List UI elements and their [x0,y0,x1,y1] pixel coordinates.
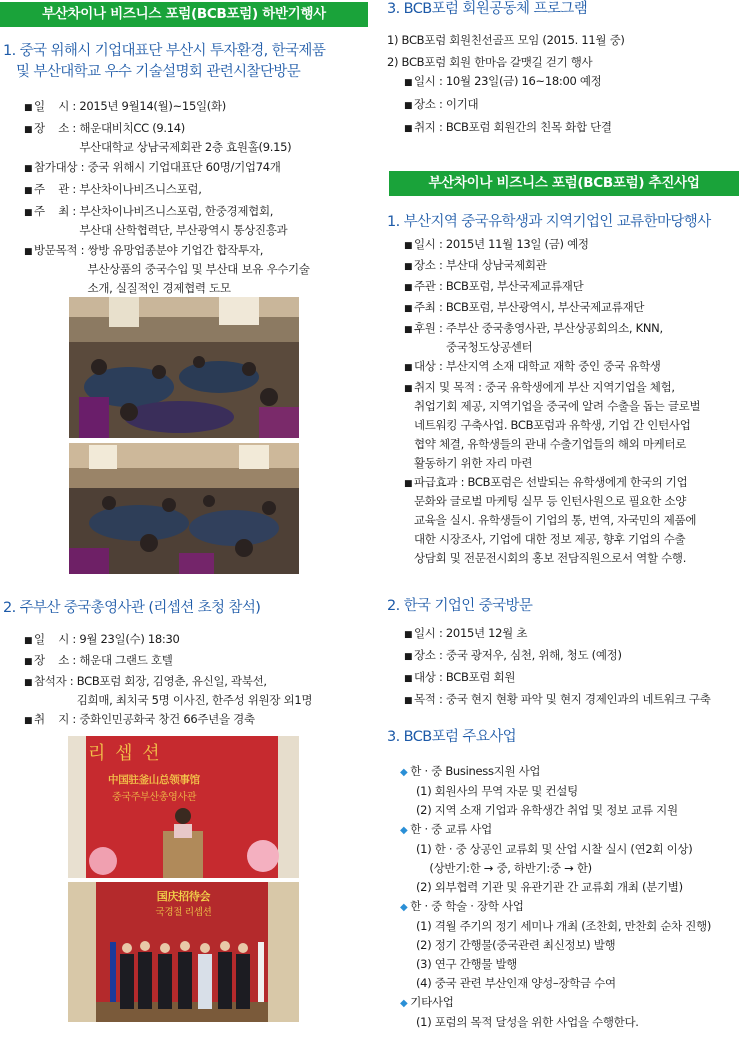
bullet-square-icon [404,118,414,139]
list-item [404,72,740,93]
item-label: 일시 : [414,237,446,251]
item-value-line: 부산상품의 중국수입 및 부산대 보유 우수기술 [87,262,310,276]
bullet-square-icon [404,624,414,645]
bullet-square-icon [24,158,34,179]
item-value-line: 부산대 산학협력단, 부산광역시 통상진흥과 [79,223,288,237]
item-value-line: 중국 광저우, 심천, 위해, 청도 (예정) [445,648,622,662]
section3-line2: 2) BCB포럼 회원 한마음 갈맷길 걷기 행사 [387,55,593,69]
item-label: 참석자 : [34,674,77,688]
bullet-square-icon [404,378,414,473]
section2-list [24,630,368,731]
bullet-square-icon [404,357,414,378]
list-item [404,256,740,277]
project2-list [404,624,740,712]
section3-title: 3. BCB포럼 회원공동체 프로그램 [387,1,588,17]
program-group-line: (2) 정기 간행물(중국관련 최신정보) 발행 [416,938,616,952]
project2-title: 2. 한국 기업인 중국방문 [387,598,533,614]
list-item [24,180,368,201]
item-value [446,357,740,378]
item-value [446,319,740,357]
item-value-line: 상담회 및 전문전시회의 홍보 전담직원으로서 역할 수행. [414,551,687,565]
item-value [446,624,740,645]
item-label: 주 최 : [34,204,80,218]
item-value-line: 중화인민공화국 창건 66주년을 경축 [79,712,255,726]
list-item [24,651,368,672]
item-value [79,651,368,672]
bullet-square-icon [24,630,34,651]
right-header-bar: 부산차이나 비즈니스 포럼(BCB포럼) 추진사업 [389,171,739,196]
item-value-line: 9월 23일(수) 18:30 [79,632,180,646]
program-group-line: (1) 격월 주기의 정기 세미나 개최 (조찬회, 만찬회 순차 진행) [416,919,712,933]
list-item [404,298,740,319]
program-group-heading [400,820,740,840]
bullet-square-icon [404,473,414,568]
conference-photo-2 [69,443,299,574]
reception-photo-2 [68,882,299,1022]
bullet-square-icon [404,277,414,298]
item-label: 일시 : [414,626,446,640]
item-value-line: 부산대 상남국제회관 [445,258,547,272]
item-value-line: 2015년 12월 초 [445,626,528,640]
list-item [404,668,740,689]
diamond-bullet-icon: ◆ [400,767,411,778]
item-value [79,710,368,731]
reception-photo-consulate-cn: 中国驻釜山总领事馆 [108,774,200,786]
item-label: 대상 : [414,359,446,373]
item-value-line: 해운대비치CC (9.14) [79,121,185,135]
list-item [404,118,740,139]
reception-photo-consulate-ko: 중국주부산총영사관 [112,792,197,803]
program-group-heading [400,897,740,917]
program-group-line: (1) 포럼의 목적 달성을 위한 사업을 수행한다. [416,1015,639,1029]
item-value [446,72,740,93]
list-item [404,624,740,645]
item-value-line: BCB포럼, 부산광역시, 부산국제교류재단 [445,300,645,314]
item-value [446,646,740,667]
item-label: 대상 : [414,670,446,684]
item-value [414,473,740,568]
list-item [404,95,740,116]
item-value-line: 네트워킹 구축사업. BCB포럼과 유학생, 기업 간 인턴사업 [414,418,691,432]
item-value-line: 쌍방 유망업종분야 기업간 합작투자, [87,243,264,257]
bullet-square-icon [404,668,414,689]
item-label: 후원 : [414,321,446,335]
item-label: 참가대상 : [34,160,88,174]
item-value-line: 부산차이나비즈니스포럼, 한중경제협회, [79,204,274,218]
item-value-line: 중국 현지 현황 파악 및 현지 경제인과의 네트워크 구축 [445,692,711,706]
list-item [24,158,368,179]
bullet-square-icon [404,72,414,93]
item-value-line: 중국청도상공센터 [445,340,533,354]
item-label: 주 관 : [34,182,80,196]
item-value [79,97,368,118]
item-value [79,630,368,651]
project3-list [400,762,740,1032]
list-item [24,630,368,651]
item-value-line: 10월 23일(금) 16~18:00 예정 [445,74,602,88]
program-group-title: 한 · 중 Business지원 사업 [410,764,541,778]
reception-photo-banner-ko: 국경절 리셉션 [155,907,212,918]
item-value-line: BCB포럼 회원간의 친목 화합 단결 [445,120,612,134]
item-value-line: BCB포럼 회원 [445,670,516,684]
reception-photo-1 [68,736,299,878]
bullet-square-icon [404,319,414,357]
diamond-bullet-icon: ◆ [400,998,411,1009]
item-label: 일시 : [414,74,446,88]
item-value [446,118,740,139]
program-group-title: 기타사업 [410,995,454,1009]
item-label: 주최 : [414,300,446,314]
item-value-line: 2015년 11월 13일 (금) 예정 [445,237,589,251]
bullet-square-icon [404,690,414,711]
list-item [404,357,740,378]
item-value-line: 중국 위해시 기업대표단 60명/기업74개 [87,160,281,174]
bullet-square-icon [24,202,34,240]
conference-photo-1 [69,297,299,438]
item-value-line: 취지 및 목적 : 중국 유학생에게 부산 지역기업을 체험, [414,380,675,394]
item-value-line: 부산지역 소재 대학교 재학 중인 중국 유학생 [445,359,661,373]
item-label: 장소 : [414,648,446,662]
item-value-line: 부산대학교 상남국제회관 2층 효원홀(9.15) [79,140,292,154]
item-value [446,256,740,277]
left-header-bar: 부산차이나 비즈니스 포럼(BCB포럼) 하반기행사 [0,2,368,27]
item-value-line: BCB포럼, 부산국제교류재단 [445,279,584,293]
item-label: 취지 : [414,120,446,134]
list-item [404,646,740,667]
section3-line1: 1) BCB포럼 회원친선골프 모임 (2015. 11월 중) [387,33,625,47]
program-group-heading [400,993,740,1013]
item-label: 주관 : [414,279,446,293]
item-label: 일 시 : [34,99,80,113]
item-value-line: 김희매, 최치국 5명 이사진, 한주성 위원장 외1명 [76,693,313,707]
bullet-square-icon [24,651,34,672]
program-group-title: 한 · 중 학술 · 장학 사업 [410,899,524,913]
item-value [79,180,368,201]
program-group-line: (3) 연구 간행물 발행 [416,957,518,971]
reception-photo-title: 리 셉 션 [88,743,162,764]
item-value-line: 파급효과 : BCB포럼은 선발되는 유학생에게 한국의 기업 [414,475,688,489]
item-value [88,158,368,179]
list-item [404,235,740,256]
program-group-line: (4) 중국 관련 부산인재 양성–장학금 수여 [416,976,616,990]
list-item [24,119,368,157]
project3-title: 3. BCB포럼 주요사업 [387,729,517,745]
bullet-square-icon [404,646,414,667]
section1-title-line2: 및 부산대학교 우수 기술설명회 관련시찰단방문 [16,64,301,80]
bullet-square-icon [404,256,414,277]
item-value-line: 2015년 9월14(월)~15일(화) [79,99,226,113]
item-value [446,668,740,689]
item-value-line: 소개, 실질적인 경제협력 도모 [87,281,231,295]
program-group-line: (1) 한 · 중 상공인 교류회 및 산업 시찰 실시 (연2회 이상) [416,842,693,856]
item-label: 장 소 : [34,653,80,667]
section1-title-line1: 1. 중국 위해시 기업대표단 부산시 투자환경, 한국제품 [3,43,326,59]
item-value [79,119,368,157]
item-value-line: BCB포럼 회장, 김영춘, 유신일, 곽북선, [76,674,267,688]
diamond-bullet-icon: ◆ [400,902,411,913]
bullet-square-icon [24,241,34,298]
item-label: 취 지 : [34,712,80,726]
item-value-line: 문화와 글로벌 마케팅 실무 등 인턴사원으로 필요한 소양 [414,494,687,508]
list-item [404,378,740,473]
item-value [414,378,740,473]
item-value [446,95,740,116]
item-value [446,277,740,298]
item-label: 일 시 : [34,632,80,646]
list-item [24,202,368,240]
bullet-square-icon [24,710,34,731]
item-value-line: 협약 체결, 유학생들의 관내 수출기업들의 해외 마케터로 [414,437,687,451]
item-value-line: 이기대 [445,97,479,111]
list-item [24,672,368,710]
list-item [404,277,740,298]
item-label: 장소 : [414,97,446,111]
item-value-line: 해운대 그랜드 호텔 [79,653,173,667]
item-value [88,241,368,298]
program-group-line: (1) 회원사의 무역 자문 및 컨설팅 [416,784,578,798]
item-value-line: 주부산 중국총영사관, 부산상공회의소, KNN, [445,321,663,335]
item-label: 방문목적 : [34,243,88,257]
program-group-line: (2) 지역 소재 기업과 유학생간 취업 및 정보 교류 지원 [416,803,678,817]
list-item [404,319,740,357]
item-value-line: 취업기회 제공, 지역기업을 중국에 알려 수출을 돕는 글로벌 [414,399,701,413]
item-value-line: 대한 시장조사, 기업에 대한 정보 제공, 향후 기업의 수출 [414,532,686,546]
item-label: 목적 : [414,692,446,706]
program-group-line: (2) 외부협력 기관 및 유관기관 간 교류회 개최 (분기별) [416,880,683,894]
program-group-line: (상반기:한 → 중, 하반기:중 → 한) [416,861,592,875]
program-group-heading [400,762,740,782]
reception-photo-banner-cn: 国庆招待会 [156,890,211,903]
list-item [24,241,368,298]
project1-list [404,235,740,568]
item-value [77,672,368,710]
bullet-square-icon [404,235,414,256]
item-value [446,235,740,256]
item-value-line: 활동하기 위한 자리 마련 [414,456,533,470]
item-value-line: 교육을 실시. 유학생들이 기업의 통, 번역, 자국민의 제품에 [414,513,697,527]
list-item [24,710,368,731]
section3-list [404,72,740,141]
section1-list [24,97,368,299]
bullet-square-icon [24,119,34,157]
item-label: 장 소 : [34,121,80,135]
item-label: 장소 : [414,258,446,272]
item-value [446,298,740,319]
item-value [79,202,368,240]
list-item [404,473,740,568]
bullet-square-icon [24,97,34,118]
item-value-line: 부산차이나비즈니스포럼, [79,182,202,196]
bullet-square-icon [404,298,414,319]
bullet-square-icon [24,672,34,710]
diamond-bullet-icon: ◆ [400,825,411,836]
program-group-title: 한 · 중 교류 사업 [410,822,492,836]
list-item [24,97,368,118]
bullet-square-icon [24,180,34,201]
item-value [446,690,740,711]
project1-title: 1. 부산지역 중국유학생과 지역기업인 교류한마당행사 [387,214,711,230]
bullet-square-icon [404,95,414,116]
section2-title: 2. 주부산 중국총영사관 (리셉션 초청 참석) [3,600,261,616]
section1-title [3,41,368,83]
list-item [404,690,740,711]
